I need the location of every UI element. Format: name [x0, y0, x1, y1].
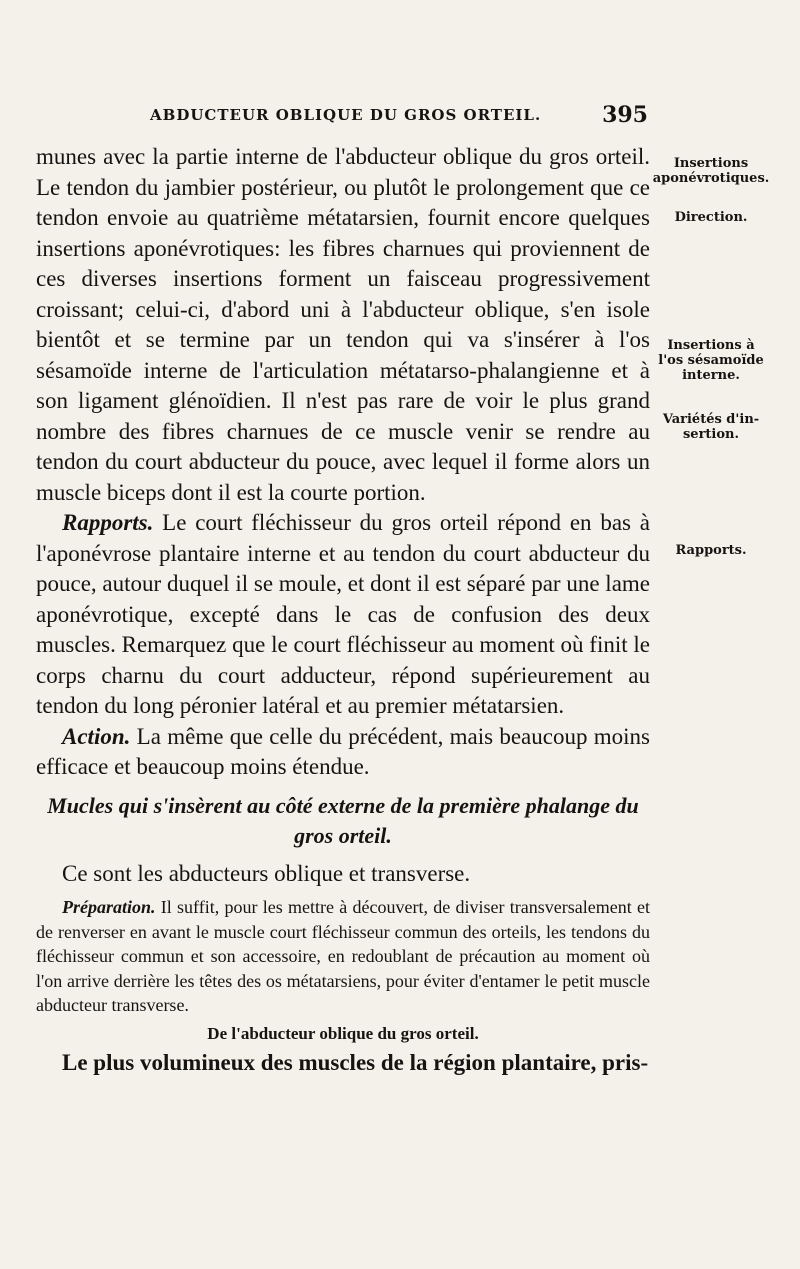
- paragraph-text: Il suffit, pour les mettre à découvert, de diviser transversalement et de renverser en avant le muscle court fléchisseur commun des orteils, les tendons du fléchisseur commun et son accessoire, en redoublant de précaution au moment où l'on arrive derrière les têtes des os métatarsiens, pour éviter d'entamer le petit muscle abducteur transverse.: [36, 897, 650, 1015]
- margin-note-line: Direction.: [674, 210, 748, 225]
- margin-note-line: Insertions à: [667, 338, 755, 353]
- margin-note-line: interne.: [682, 368, 740, 383]
- paragraph-lead: Préparation.: [62, 897, 156, 917]
- page-body: [36, 142, 650, 1078]
- paragraph-preparation: [36, 895, 650, 1018]
- margin-note-insertions: [652, 156, 770, 186]
- paragraph-action: [36, 722, 650, 783]
- paragraph-text: Le court fléchisseur du gros orteil répond en bas à l'aponévrose plantaire interne et au tendon du court abducteur du pouce, autour duquel il se moule, et dont il est séparé par une lame aponévrotique, excepté dans le cas de confusion des deux muscles. Remarquez que le court fléchisseur au moment où finit le corps charnu du court adducteur, répond supérieurement au tendon du long péronier latéral et au premier métatarsien.: [36, 510, 650, 718]
- page-number: 395: [602, 102, 648, 128]
- margin-note-line: aponévrotiques.: [652, 171, 770, 186]
- paragraph-lead: Rapports.: [62, 510, 154, 535]
- paragraph-rapports: [36, 508, 650, 722]
- last-line: Le plus volumineux des muscles de la région plantaire, pris-: [62, 1049, 649, 1075]
- margin-note-direction: [652, 210, 770, 225]
- paragraph-text: munes avec la partie interne de l'abducteur oblique du gros orteil. Le tendon du jambier postérieur, ou plutôt le prolongement que ce tendon envoie au quatrième métatarsien, fournit encore quelques insertions aponévrotiques: les fibres charnues qui proviennent de ces diverses insertions forment un faisceau progressivement croissant; celui-ci, d'abord uni à l'abducteur oblique, s'en isole bientôt et se termine par un tendon qui va s'insérer à l'os sésamoïde interne de l'articulation métatarso-phalangienne et à son ligament glénoïdien. Il n'est pas rare de voir le plus grand nombre des fibres charnues de ce muscle venir se rendre au tendon du court abducteur du pouce, avec lequel il forme alors un muscle biceps dont il est la courte portion.: [36, 144, 650, 505]
- running-title: ABDUCTEUR OBLIQUE DU GROS ORTEIL.: [150, 106, 542, 124]
- section-intro: Ce sont les abducteurs oblique et transverse.: [62, 860, 471, 886]
- paragraph-text: La même que celle du précédent, mais beaucoup moins efficace et beaucoup moins étendue.: [36, 723, 650, 779]
- margin-note-rapports: [652, 543, 770, 558]
- paragraph-lead: Action.: [62, 723, 131, 749]
- paragraph-insertions: [36, 142, 650, 508]
- margin-note-sesamoide: [652, 338, 770, 383]
- margin-note-line: sertion.: [682, 427, 740, 442]
- subheading: De l'abducteur oblique du gros orteil.: [207, 1023, 479, 1043]
- margin-note-line: Rapports.: [675, 543, 747, 558]
- margin-note-line: l'os sésamoïde: [658, 353, 764, 368]
- section-heading: Mucles qui s'insèrent au côté externe de la première phalange du gros orteil.: [47, 792, 639, 848]
- margin-note-varietes: [652, 412, 770, 442]
- margin-note-line: Insertions: [673, 156, 749, 171]
- margin-note-line: Variétés d'in-: [662, 412, 760, 427]
